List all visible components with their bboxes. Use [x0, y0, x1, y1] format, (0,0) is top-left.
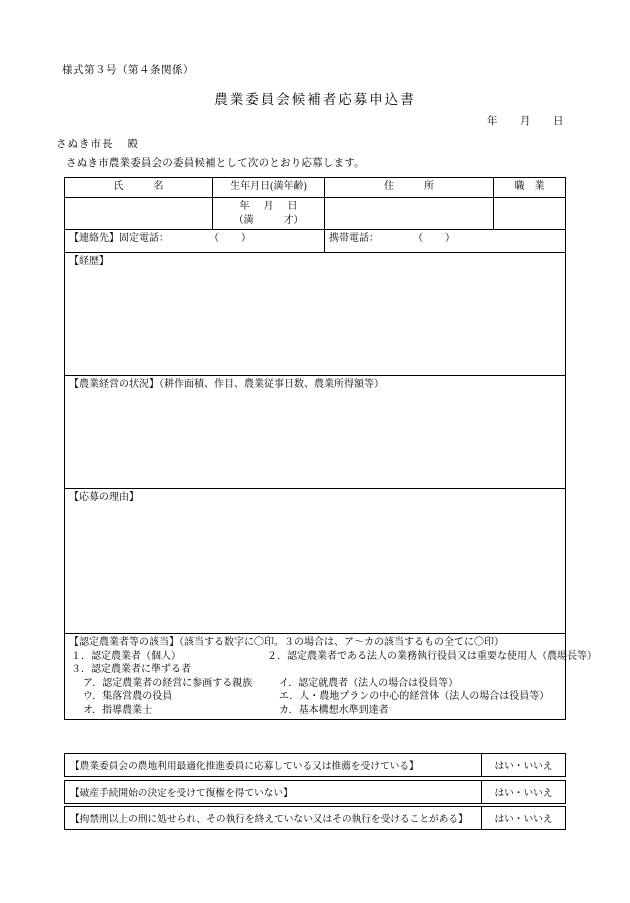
addressee	[56, 136, 139, 151]
address-input-cell[interactable]	[325, 198, 494, 230]
question-table-1	[64, 753, 566, 777]
certified-sub-a[interactable]: ア．認定農業者の経営に参画する親族	[83, 677, 253, 689]
table-row	[65, 781, 566, 804]
question-1-text: 【農業委員会の農地利用最適化推進委員に応募している又は推薦を受けている】	[65, 754, 482, 777]
certified-item-1[interactable]: １．認定農業者（個人）	[71, 650, 181, 662]
dob-age-label: （満 才）	[233, 214, 304, 226]
name-input-cell[interactable]	[65, 198, 213, 230]
certified-item-2[interactable]: ２．認定農業者である法人の業務執行役員又は重要な使用人（農場長等）	[267, 650, 597, 662]
landline-cell[interactable]	[65, 230, 325, 253]
occupation-input-cell[interactable]	[494, 198, 566, 230]
certified-sub-ka[interactable]: カ．基本構想水準到達者	[279, 704, 389, 716]
date-day-label: 日	[553, 116, 564, 127]
certified-sub-row-1	[69, 677, 561, 691]
mobile-paren-right: ）	[445, 233, 455, 244]
dob-day-label: 日	[287, 201, 298, 212]
table-header-row	[65, 178, 566, 198]
certified-sub-o[interactable]: オ．指導農業士	[83, 704, 153, 716]
certified-farmer-section[interactable]	[65, 634, 597, 720]
table-row	[65, 754, 566, 777]
farm-status-label: 【農業経営の状況】（耕作面積、作目、農業従事日数、農業所得額等）	[69, 379, 384, 390]
landline-paren-right: ）	[241, 233, 251, 244]
landline-paren-left: （	[209, 233, 219, 244]
header-dob: 生年月日(満年齢)	[213, 178, 325, 198]
header-name: 氏 名	[65, 178, 213, 198]
question-table-3	[64, 806, 566, 830]
certified-items-1-2	[69, 650, 597, 664]
page-title: 農業委員会候補者応募申込書	[214, 92, 416, 107]
addressee-name: さぬき市長	[56, 139, 114, 150]
reason-label: 【応募の理由】	[69, 492, 139, 503]
certified-sub-row-3	[69, 704, 561, 718]
contact-row	[65, 230, 566, 253]
landline-label: 【連絡先】固定電話：	[69, 233, 169, 244]
certified-sub-i[interactable]: イ．認定就農者（法人の場合は役員等）	[279, 677, 459, 689]
intro-text: さぬき市農業委員会の委員候補として次のとおり応募します。	[66, 158, 365, 169]
certified-item-3[interactable]: ３．認定農業者に準ずる者	[71, 664, 191, 675]
career-row	[65, 253, 566, 376]
farm-status-section[interactable]	[65, 376, 566, 489]
mobile-label: 携帯電話：	[329, 233, 379, 244]
question-1-answer[interactable]: はい・いいえ	[482, 754, 566, 777]
reason-row	[65, 489, 566, 634]
question-2-answer[interactable]: はい・いいえ	[482, 781, 566, 804]
form-number: 様式第３号（第４条関係）	[62, 65, 194, 76]
dob-month-label: 月	[263, 201, 274, 212]
date-line	[487, 113, 564, 128]
question-3-answer[interactable]: はい・いいえ	[482, 807, 566, 830]
header-address: 住 所	[325, 178, 494, 198]
dob-year-label: 年	[239, 201, 250, 212]
reason-section[interactable]	[65, 489, 566, 634]
question-table-2	[64, 780, 566, 804]
dob-ymd-line	[217, 200, 320, 214]
table-entry-row	[65, 198, 566, 230]
certified-sub-u[interactable]: ウ．集落営農の役員	[83, 691, 173, 702]
career-label: 【経歴】	[69, 256, 109, 267]
farm-status-row	[65, 376, 566, 489]
certified-row	[65, 634, 566, 720]
header-occupation: 職 業	[494, 178, 566, 198]
certified-sub-row-2	[69, 690, 561, 704]
table-row	[65, 807, 566, 830]
mobile-cell[interactable]	[325, 230, 566, 253]
certified-heading: 【認定農業者等の該当】（該当する数字に〇印。３の場合は、ア～カの該当するもの全てに〇印）	[69, 637, 504, 648]
certified-sub-e[interactable]: エ．人・農地プランの中心的経営体（法人の場合は役員等）	[279, 691, 550, 702]
addressee-honorific: 殿	[127, 139, 139, 150]
application-table	[64, 177, 597, 720]
career-section[interactable]	[65, 253, 566, 376]
question-2-text: 【破産手続開始の決定を受けて復権を得ていない】	[65, 781, 482, 804]
mobile-paren-left: （	[413, 233, 423, 244]
question-3-text: 【拘禁刑以上の刑に処せられ、その執行を終えていない又はその執行を受けることがある】	[65, 807, 482, 830]
date-year-label: 年	[487, 116, 498, 127]
date-month-label: 月	[520, 116, 531, 127]
dob-input-cell[interactable]	[213, 198, 325, 230]
